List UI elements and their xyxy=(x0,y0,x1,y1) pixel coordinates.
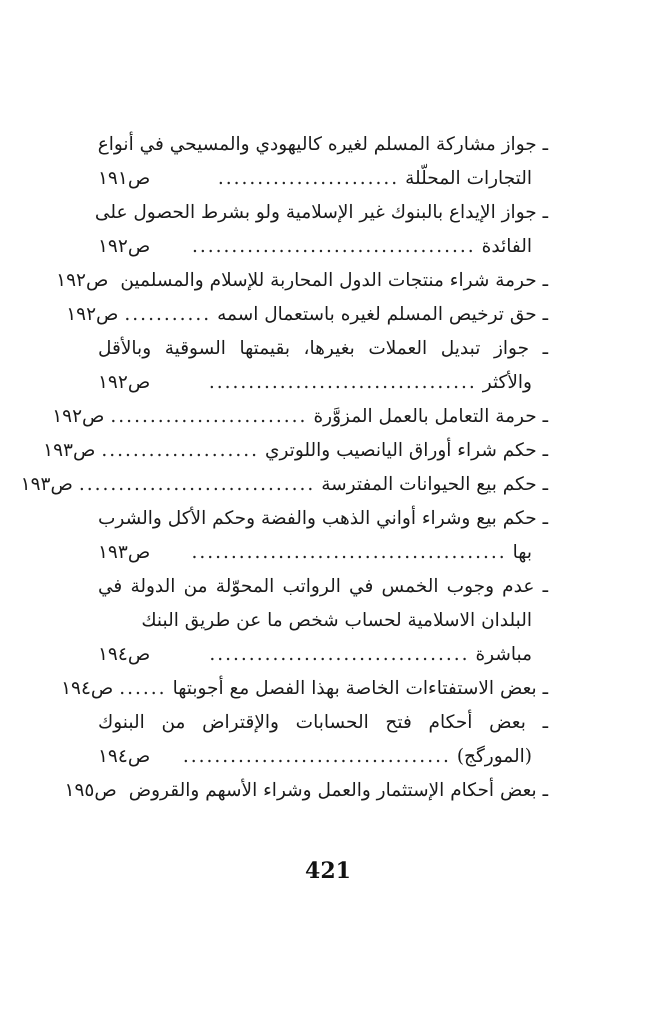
toc-leader-dots: .................................... xyxy=(191,236,476,257)
toc-page-ref: ص١٩٣ xyxy=(98,542,151,563)
toc-entry-final-line xyxy=(98,366,548,400)
toc-entry-line: ـ بعض أحكام فتح الحسابات والإقتراض من البنوك xyxy=(98,712,548,733)
toc-entry-title: ـ حق ترخيص المسلم لغيره باستعمال اسمه xyxy=(217,304,548,325)
toc-page-ref: ص١٩٥ xyxy=(64,780,117,801)
toc-page-ref: ص١٩٣ xyxy=(20,474,73,495)
toc-entry xyxy=(98,128,548,196)
toc-leader-dots: .................................. xyxy=(182,746,451,767)
toc-leader-dots: ......................... xyxy=(110,406,308,427)
toc-page-ref: ص١٩٢ xyxy=(56,270,109,291)
toc-entry-final-line xyxy=(98,230,548,264)
toc-page-ref: ص١٩٤ xyxy=(61,678,114,699)
toc-entry xyxy=(94,196,548,264)
toc-page-ref: ص١٩٤ xyxy=(98,746,151,767)
toc-entry xyxy=(52,400,548,434)
toc-entry-final-line xyxy=(56,264,548,298)
toc-entry-title: ـ حكم شراء أوراق اليانصيب واللوتري xyxy=(264,440,548,461)
toc-entry xyxy=(98,502,548,570)
toc-entry-title: ـ بعض الاستفتاءات الخاصة بهذا الفصل مع أجوبتها xyxy=(172,678,548,699)
toc-entry-line: ـ جواز مشاركة المسلم لغيره كاليهودي والمسيحي في أنواع xyxy=(97,134,548,155)
toc-entry xyxy=(98,706,548,774)
toc-entry-title: مباشرة xyxy=(475,644,532,665)
toc-page-ref: ص١٩٢ xyxy=(98,236,151,257)
toc-entry xyxy=(66,298,548,332)
toc-entry-line: البلدان الاسلامية لحساب شخص ما عن طريق البنك xyxy=(141,610,532,631)
toc-entry xyxy=(64,774,548,808)
toc-leader-dots: ....................... xyxy=(217,168,400,189)
toc-page-ref: ص١٩١ xyxy=(98,168,151,189)
toc-entry-line: ـ حكم بيع وشراء أواني الذهب والفضة وحكم الأكل والشرب xyxy=(98,508,548,529)
toc-page-ref: ص١٩٤ xyxy=(98,644,151,665)
toc-leader-dots: .................................. xyxy=(208,372,477,393)
toc-leader-dots: ................................. xyxy=(209,644,470,665)
toc-entry xyxy=(56,264,548,298)
toc-page-ref: ص١٩٢ xyxy=(66,304,119,325)
table-of-contents xyxy=(20,128,548,808)
toc-page-ref: ص١٩٢ xyxy=(98,372,151,393)
page-number: 421 xyxy=(305,858,351,884)
toc-entry-title: ـ حرمة شراء منتجات الدول المحاربة للإسلام والمسلمين xyxy=(120,270,548,291)
toc-entry xyxy=(20,468,548,502)
toc-entry-line: ـ جواز تبديل العملات بغيرها، بقيمتها السوقية وبالأقل xyxy=(98,338,548,359)
toc-entry-title: بها xyxy=(512,542,532,563)
toc-entry-final-line xyxy=(98,638,548,672)
toc-entry-title: (المورگج) xyxy=(456,746,532,767)
toc-leader-dots: ........... xyxy=(124,304,212,325)
toc-leader-dots: ...... xyxy=(119,678,167,699)
toc-entry xyxy=(61,672,548,706)
toc-entry-final-line xyxy=(20,468,548,502)
toc-entry-line: ـ عدم وجوب الخمس في الرواتب المحوّلة من الدولة في xyxy=(98,576,548,597)
toc-entry-title: ـ حكم بيع الحيوانات المفترسة xyxy=(321,474,548,495)
toc-leader-dots: .................... xyxy=(101,440,259,461)
toc-entry-final-line xyxy=(66,298,548,332)
toc-entry-final-line xyxy=(43,434,548,468)
toc-entry-title: التجارات المحلّلة xyxy=(405,168,532,189)
toc-entry-final-line xyxy=(98,162,548,196)
toc-entry-final-line xyxy=(64,774,548,808)
toc-entry xyxy=(98,332,548,400)
toc-entry-title: والأكثر xyxy=(482,372,532,393)
toc-entry-line: ـ جواز الإيداع بالبنوك غير الإسلامية ولو بشرط الحصول على xyxy=(94,202,548,223)
toc-entry-final-line xyxy=(61,672,548,706)
toc-leader-dots: .............................. xyxy=(78,474,316,495)
toc-entry-title: ـ بعض أحكام الإستثمار والعمل وشراء الأسهم والقروض xyxy=(128,780,548,801)
toc-entry xyxy=(43,434,548,468)
toc-entry-title: ـ حرمة التعامل بالعمل المزوَّرة xyxy=(313,406,548,427)
toc-entry xyxy=(98,570,548,672)
toc-entry-final-line xyxy=(98,740,548,774)
toc-page-ref: ص١٩٢ xyxy=(52,406,105,427)
toc-entry-title: الفائدة xyxy=(481,236,532,257)
toc-page-ref: ص١٩٣ xyxy=(43,440,96,461)
toc-entry-final-line xyxy=(52,400,548,434)
toc-leader-dots: ........................................ xyxy=(191,542,507,563)
toc-entry-final-line xyxy=(98,536,548,570)
